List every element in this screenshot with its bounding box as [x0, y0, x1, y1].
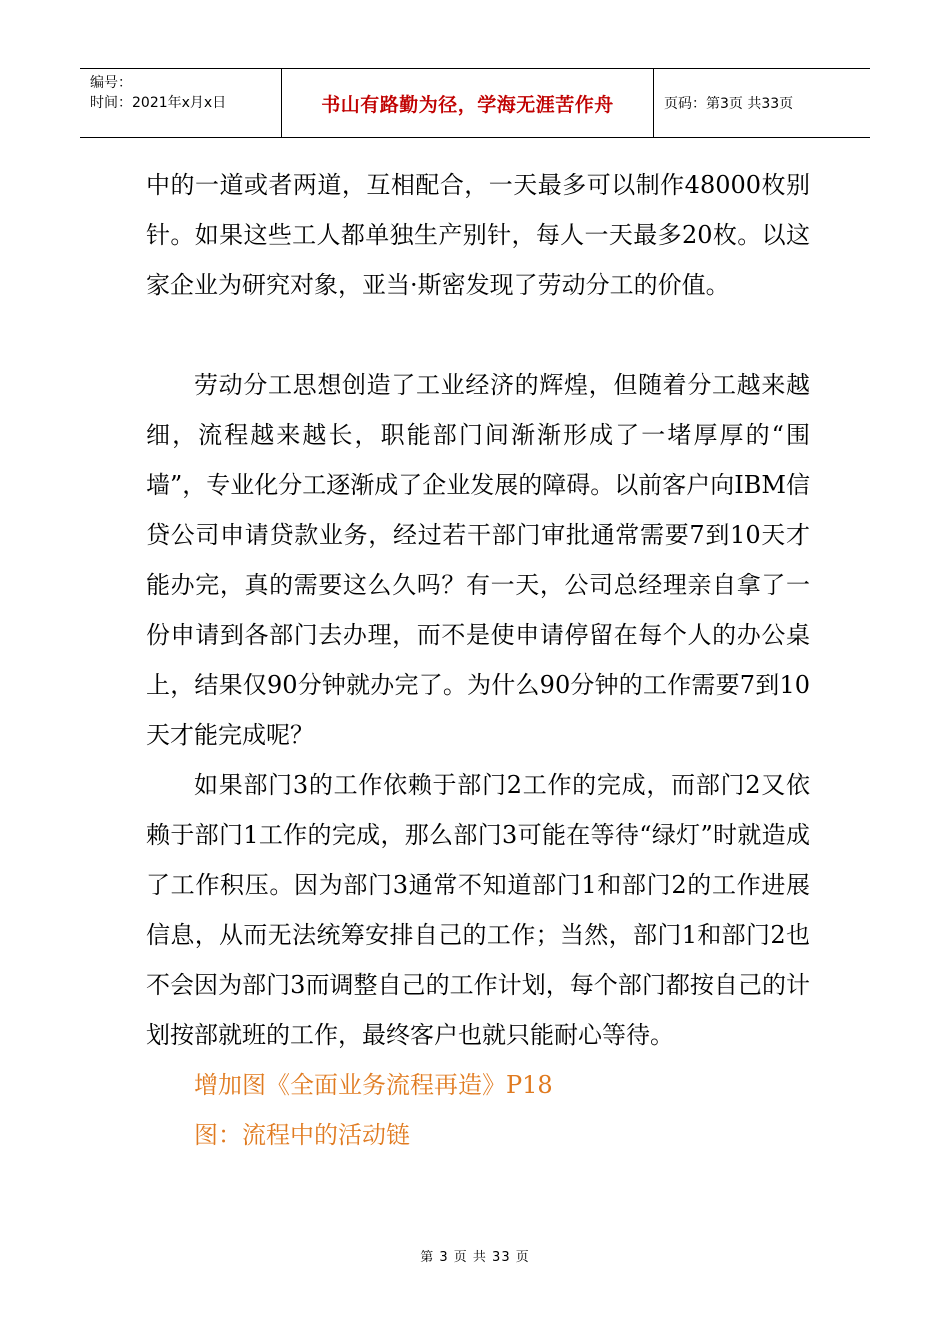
document-body [146, 160, 810, 1160]
number-label: 编号： [90, 75, 132, 91]
header-motto: 书山有路勤为径，学海无涯苦作舟 [282, 69, 654, 137]
figure-caption: 图：流程中的活动链 [194, 1121, 410, 1149]
paragraph-gap [146, 310, 810, 360]
date-label: 时间：2021年x月x日 [90, 95, 227, 111]
paragraph-3: 如果部门3的工作依赖于部门2工作的完成，而部门2又依赖于部门1工作的完成，那么部门3可能在等待“绿灯”时就造成了工作积压。因为部门3通常不知道部门1和部门2的工作进展信息，从而无法统筹安排自己的工作；当然，部门1和部门2也不会因为部门3而调整自己的工作计划，每个部门都按自己的计划按部就班的工作，最终客户也就只能耐心等待。 [146, 771, 810, 1049]
paragraph-2: 劳动分工思想创造了工业经济的辉煌，但随着分工越来越细，流程越来越长，职能部门间渐渐形成了一堵厚厚的“围墙”，专业化分工逐渐成了企业发展的障碍。以前客户向IBM信贷公司申请贷款业务，经过若干部门审批通常需要7到10天才能办完，真的需要这么久吗？有一天，公司总经理亲自拿了一份申请到各部门去办理，而不是使申请停留在每个人的办公桌上，结果仅90分钟就办完了。为什么90分钟的工作需要7到10天才能完成呢？ [146, 371, 810, 749]
header-page-info: 页码：第3页 共33页 [664, 96, 794, 112]
figure-note: 增加图《全面业务流程再造》P18 [194, 1071, 553, 1099]
page-header [80, 68, 870, 138]
paragraph-1: 中的一道或者两道，互相配合，一天最多可以制作48000枚别针。如果这些工人都单独生产别针，每人一天最多20枚。以这家企业为研究对象，亚当·斯密发现了劳动分工的价值。 [146, 171, 810, 299]
header-meta [80, 69, 282, 137]
page-footer: 第 3 页 共 33 页 [420, 1250, 530, 1265]
